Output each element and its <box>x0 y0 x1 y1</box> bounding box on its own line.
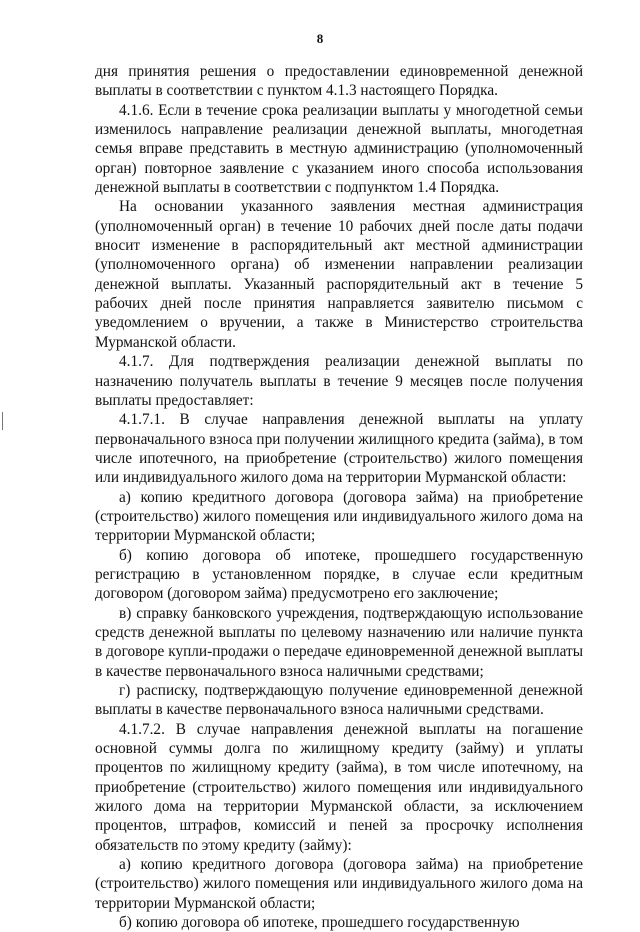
paragraph: дня принятия решения о предоставлении единовременной денежной выплаты в соответствии с пунктом 4.1.3 настоящего Порядка. <box>95 63 583 100</box>
list-item: г) расписку, подтверждающую получение единовременной денежной выплаты в качестве первоначального взноса наличными средствами. <box>95 682 583 719</box>
list-item: а) копию кредитного договора (договора займа) на приобретение (строительство) жилого помещения или индивидуального жилого дома на территории Мурманской области; <box>95 856 583 912</box>
paragraph: 4.1.6. Если в течение срока реализации выплаты у многодетной семьи изменилось направление реализации денежной выплаты, многодетная семья вправе представить в местную администрацию (уполномоченный орган) повторное заявление с указанием иного способа использования денежной выплаты в соответствии с подпунктом 1.4 Порядка. <box>95 101 583 197</box>
list-item: а) копию кредитного договора (договора займа) на приобретение (строительство) жилого помещения или индивидуального жилого дома на территории Мурманской области; <box>95 488 583 545</box>
paragraph: 4.1.7.2. В случае направления денежной выплаты на погашение основной суммы долга по жилищному кредиту (займу) и уплаты процентов по жилищному кредиту (займа), в том числе ипотечному, на приобретение (строительство) жилого помещения или индивидуального жилого дома на территории Мурманской области, за исключением процентов, штрафов, комиссий и пеней за просрочку исполнения обязательств по этому кредиту (займу): <box>95 720 583 854</box>
page-number: 8 <box>316 31 324 46</box>
paragraph: 4.1.7.1. В случае направления денежной выплаты на уплату первоначального взноса при получении жилищного кредита (займа), в том числе ипотечного, на приобретение (строительство) жилого помещения или индивидуального жилого дома на территории Мурманской области: <box>95 411 583 487</box>
margin-mark <box>2 412 3 430</box>
list-item: в) справку банковского учреждения, подтверждающую использование средств денежной выплаты по целевому назначению или наличие пункта в договоре купли-продажи о передаче единовременной денежной выплаты в качестве первоначального взноса наличными средствами; <box>95 604 583 680</box>
paragraph: На основании указанного заявления местная администрация (уполномоченный орган) в течение 10 рабочих дней после даты подачи вносит изменение в распорядительный акт местной администрации (уполномоченного органа) об изменении направлении реализации денежной выплаты. Указанный распорядительный акт в течение 5 рабочих дней после принятия направляется заявителю письмом с уведомлением о вручении, а также в Министерство строительства Мурманской области. <box>95 198 583 351</box>
document-body <box>95 62 583 932</box>
list-item: б) копию договора об ипотеке, прошедшего государственную регистрацию в установленном порядке, в случае если кредитным договором (договором займа) предусмотрено его заключение; <box>95 546 583 603</box>
paragraph: 4.1.7. Для подтверждения реализации денежной выплаты по назначению получатель выплаты в течение 9 месяцев после получения выплаты предоставляет: <box>95 353 583 409</box>
list-item: б) копию договора об ипотеке, прошедшего государственную <box>119 914 520 932</box>
